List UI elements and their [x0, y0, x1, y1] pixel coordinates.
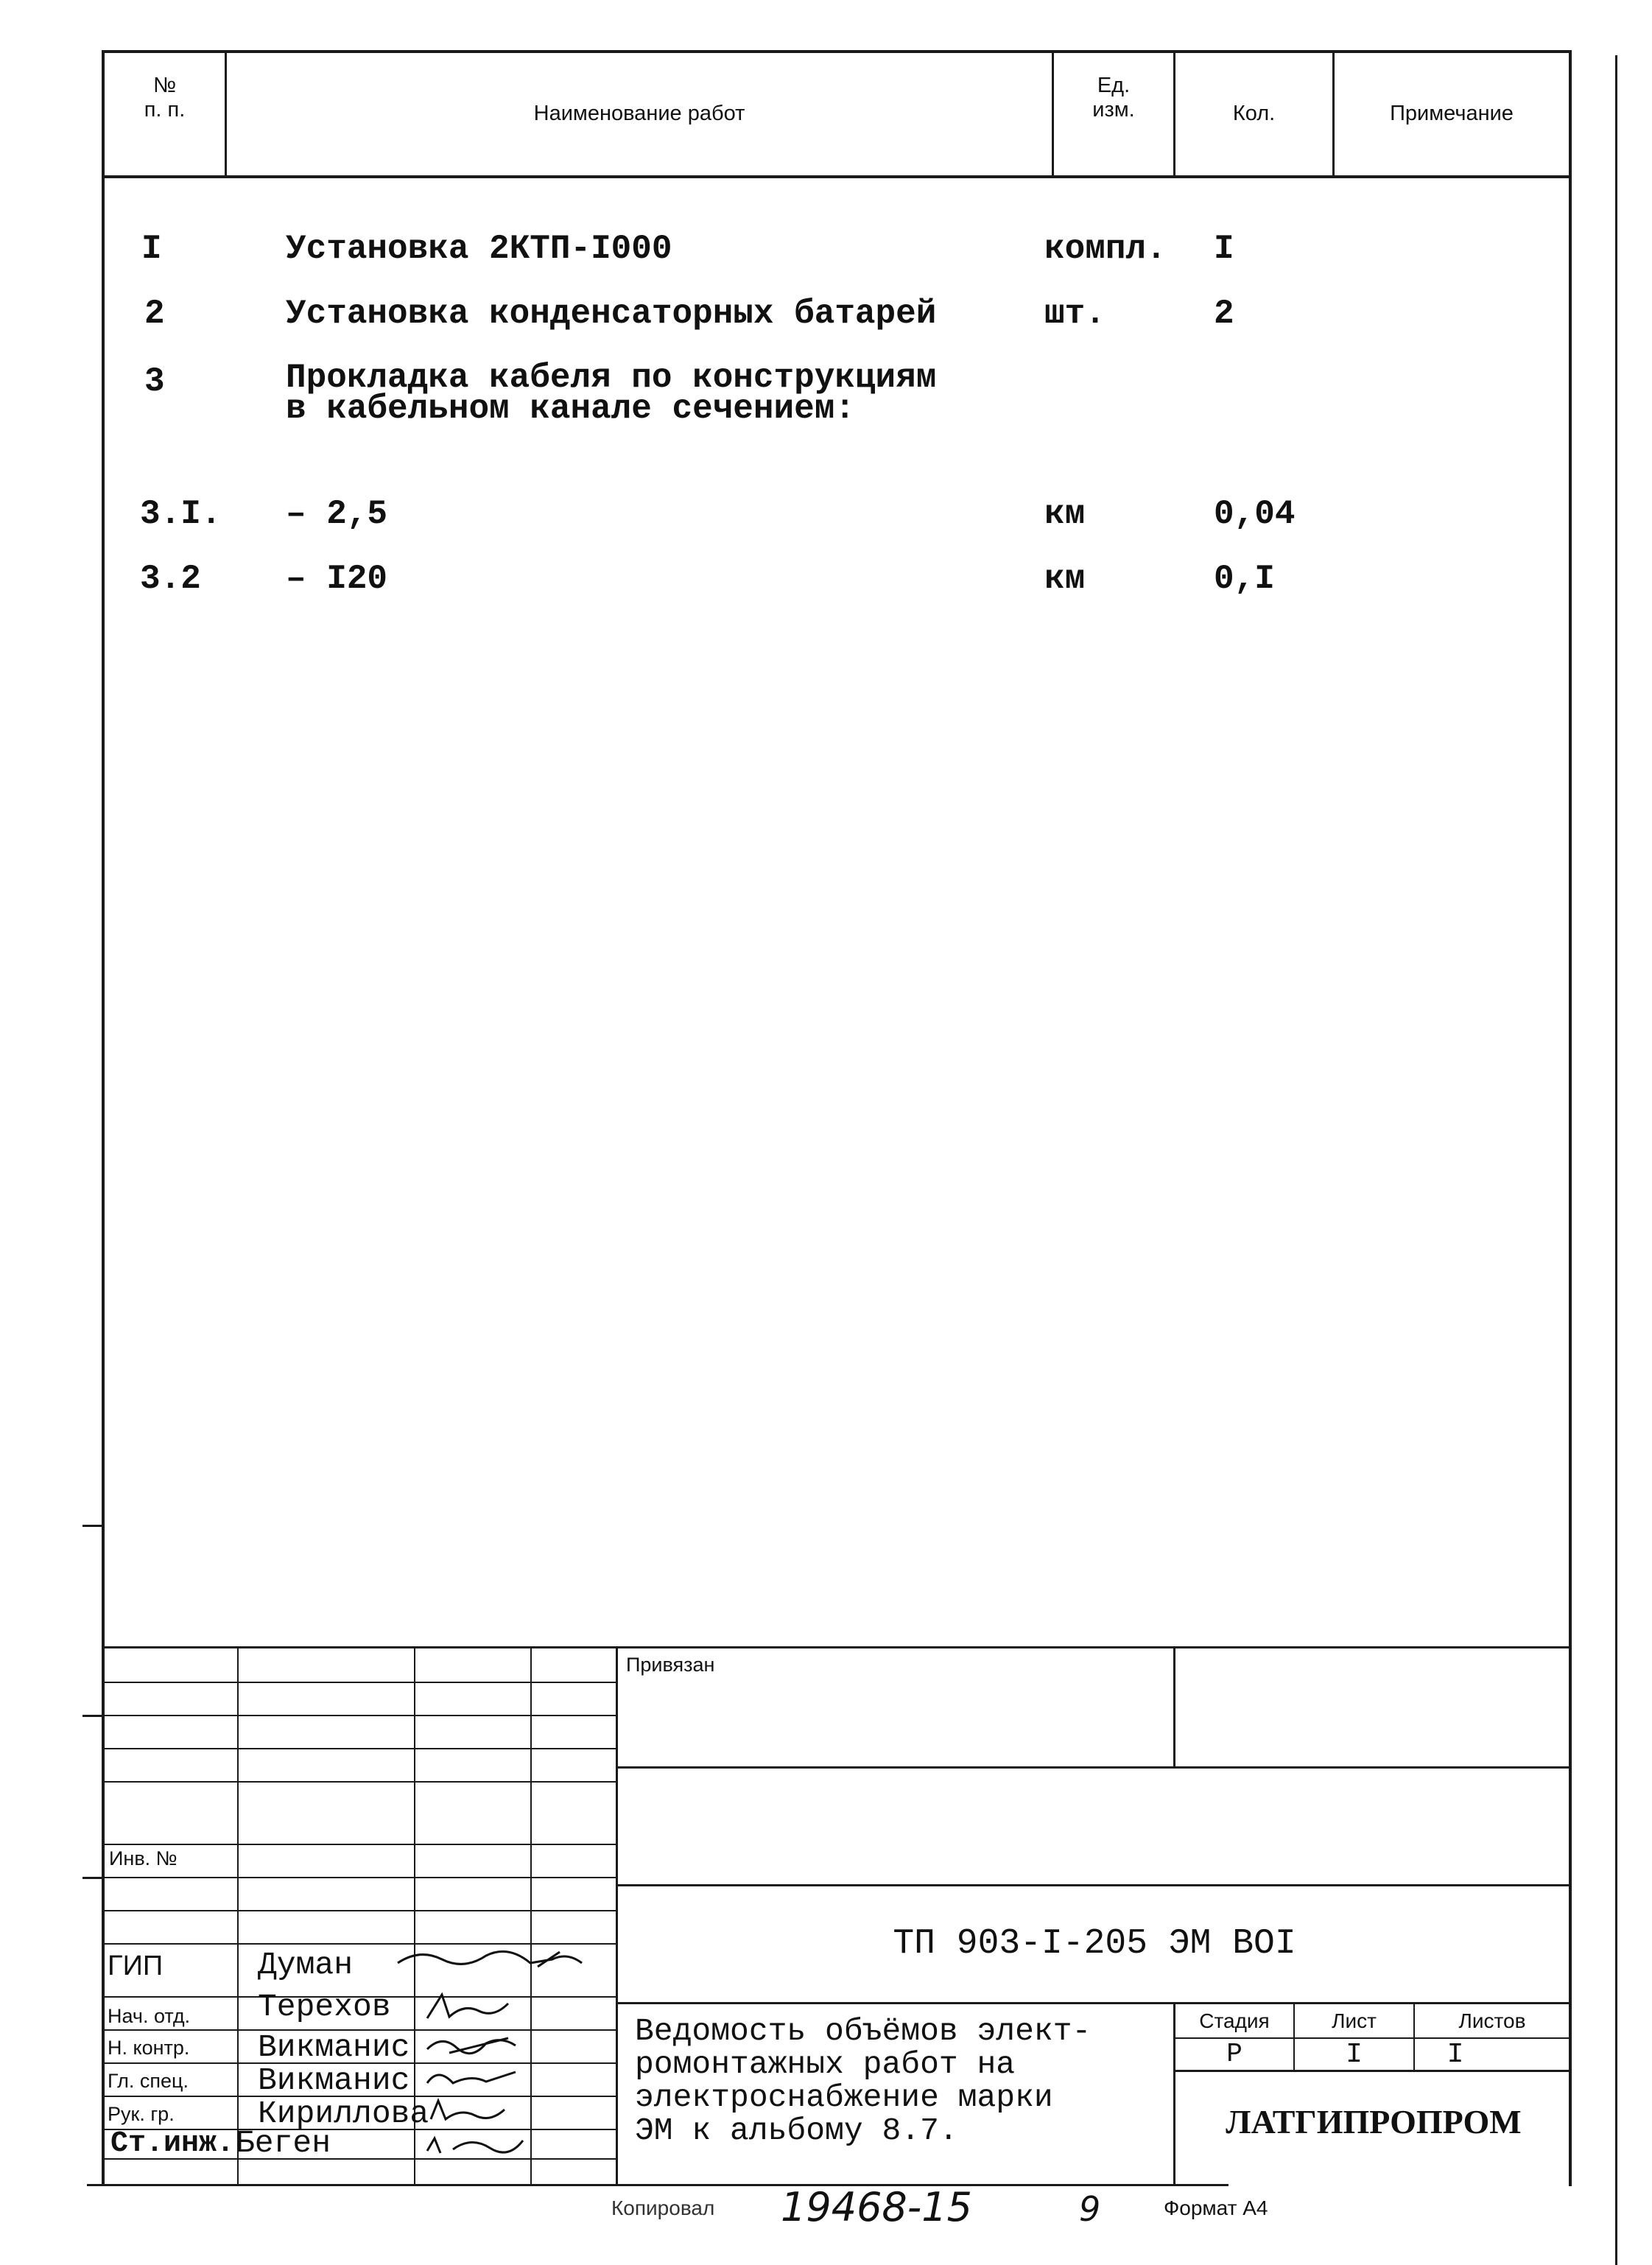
header-col-note: Примечание [1390, 102, 1514, 125]
stamp-grid-row [102, 1910, 617, 1911]
row-3-no: 3 [144, 362, 165, 401]
copied-label: Копировал [611, 2196, 715, 2219]
signer-role-nach-otd: Нач. отд. [108, 2005, 191, 2027]
signature-ruk-gr-icon [420, 2093, 530, 2127]
signer-name-gip: Думан [258, 1947, 354, 1983]
signer-role-gip: ГИП [108, 1950, 164, 1981]
row-4-name: – 2,5 [286, 495, 388, 533]
stamp-grid-row [102, 1682, 617, 1683]
row-4-no: 3.I. [140, 495, 222, 533]
stamp-row-line [617, 1884, 1572, 1886]
stamp-top-line [102, 1646, 1572, 1648]
organization-name: ЛАТГИПРОПРОМ [1226, 2103, 1522, 2141]
signer-name-ruk-gr: Кириллова [258, 2096, 429, 2132]
inv-label: Инв. № [109, 1847, 177, 1869]
row-5-qty: 0,I [1214, 560, 1275, 598]
frame-left [102, 50, 105, 2186]
row-3-name: Прокладка кабеля по конструкциям в кабельном канале сечением: [286, 359, 937, 428]
row-2-no: 2 [144, 295, 165, 333]
stamp-grid-col [616, 1646, 618, 2185]
signature-gip-icon [390, 1937, 611, 1981]
signer-role-ruk-gr: Рук. гр. [108, 2103, 175, 2125]
signature-st-inzh-icon [420, 2127, 530, 2160]
signer-name-gl-spec: Викманис [258, 2062, 410, 2099]
header-col-unit: Ед. изм. [1092, 74, 1135, 122]
signer-name-nach-otd: Терехов [258, 1989, 391, 2025]
row-5-no: 3.2 [140, 560, 201, 598]
sheet-label: Лист [1332, 2009, 1377, 2032]
stamp-grid-row [102, 1877, 617, 1878]
row-5-name: – I20 [286, 560, 388, 598]
signature-gl-spec-icon [420, 2061, 530, 2094]
row-1-qty: I [1214, 230, 1234, 268]
row-2-qty: 2 [1214, 295, 1234, 333]
doc-code: ТП 903-I-205 ЭМ ВОI [893, 1924, 1296, 1964]
header-col-qty: Кол. [1232, 102, 1276, 125]
header-bottom-line [102, 175, 1572, 178]
sheets-value: I [1447, 2039, 1464, 2071]
privyazan-label: Привязан [626, 1654, 715, 1676]
format-label: Формат А4 [1164, 2196, 1268, 2219]
stamp-grid-col [237, 1646, 239, 2185]
page-mark: 9 [1079, 2189, 1101, 2229]
stamp-grid-row [102, 1781, 617, 1783]
signer-role-n-kontr: Н. контр. [108, 2037, 190, 2059]
stamp-grid-row [102, 1748, 617, 1749]
frame-top [102, 50, 1572, 53]
signature-nach-otd-icon [420, 1989, 530, 2026]
stamp-row-line [617, 1766, 1572, 1769]
stage-label: Стадия [1199, 2009, 1270, 2032]
row-5-unit: км [1044, 560, 1086, 598]
row-2-unit: шт. [1044, 295, 1106, 333]
copy-number: 19468-15 [781, 2184, 972, 2230]
margin-tick [82, 1525, 105, 1527]
stamp-grid-col [530, 1646, 532, 2185]
signer-role-gl-spec: Гл. спец. [108, 2070, 189, 2092]
signer-name-st-inzh: Беген [236, 2125, 331, 2161]
sheet-value: I [1346, 2039, 1363, 2071]
row-2-name: Установка конденсаторных батарей [286, 295, 937, 333]
stamp-row-line [617, 2002, 1572, 2004]
row-1-no: I [141, 230, 162, 268]
privyazan-divider [1173, 1646, 1175, 1769]
frame-right-outer [1615, 55, 1617, 2265]
frame-right [1569, 50, 1572, 2186]
signer-role-st-inzh: Ст.инж. [110, 2127, 235, 2160]
frame-bottom [87, 2184, 1229, 2186]
row-4-unit: км [1044, 495, 1086, 533]
signature-n-kontr-icon [420, 2027, 530, 2060]
row-1-name: Установка 2КТП-I000 [286, 230, 672, 268]
sheets-label: Листов [1458, 2009, 1526, 2032]
stamp-grid-row [102, 1715, 617, 1716]
stage-value: Р [1226, 2039, 1242, 2069]
header-col-no: № п. п. [144, 74, 186, 122]
row-4-qty: 0,04 [1214, 495, 1296, 533]
doc-description: Ведомость объёмов элект- ромонтажных работ на электроснабжение марки ЭМ к альбому 8.7. [635, 2013, 1092, 2149]
header-col-name: Наименование работ [533, 102, 745, 125]
signer-name-n-kontr: Викманис [258, 2029, 410, 2065]
row-1-unit: компл. [1044, 230, 1167, 268]
stamp-grid-row [102, 1844, 617, 1845]
